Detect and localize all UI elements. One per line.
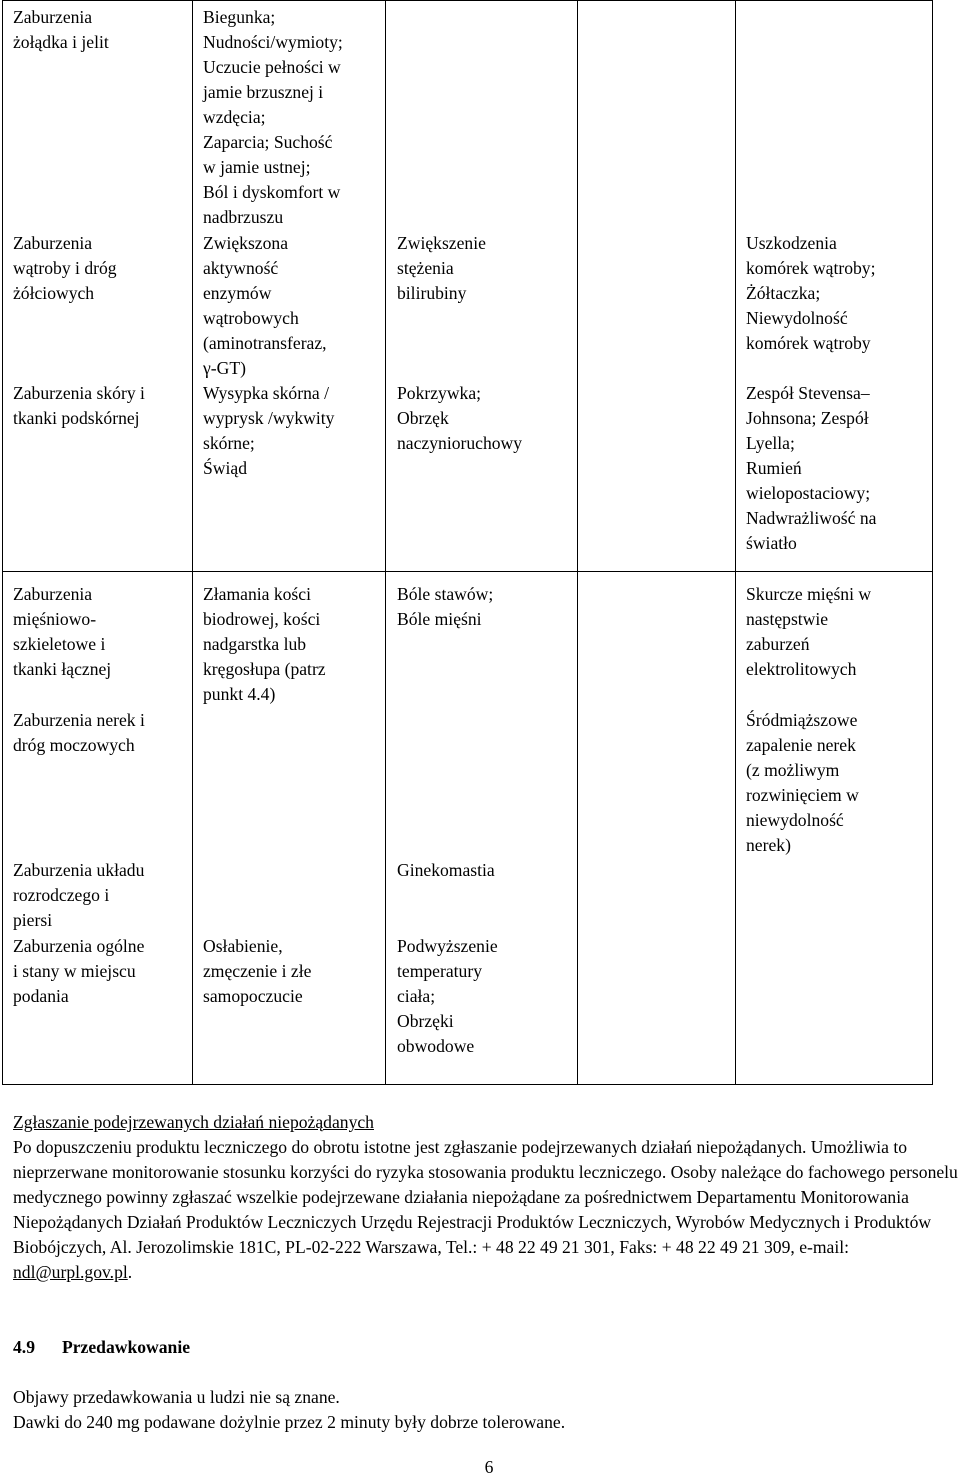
effect-cell: Zespół Stevensa– Johnsona; Zespół Lyella; Rumień wielopostaciowy; Nadwrażliwość na światło (746, 383, 877, 553)
effect-cell: Wysypka skórna / wyprysk /wykwity skórne; Świąd (203, 383, 335, 478)
effect-cell: Zwiększenie stężenia bilirubiny (397, 233, 486, 303)
organ-class-cell: Zaburzenia układu rozrodczego i piersi (13, 860, 145, 930)
reporting-heading: Zgłaszanie podejrzewanych działań niepożądanych (13, 1112, 374, 1132)
effect-cell: Bóle stawów; Bóle mięśni (397, 584, 494, 629)
effect-cell: Uszkodzenia komórek wątroby; Żółtaczka; Niewydolność komórek wątroby (746, 233, 876, 353)
organ-class-cell: Zaburzenia żołądka i jelit (13, 7, 109, 52)
reporting-section (13, 1110, 958, 1285)
table-border-right (932, 0, 933, 1085)
effect-cell: Podwyższenie temperatury ciała; Obrzęki obwodowe (397, 936, 498, 1056)
organ-class-cell: Zaburzenia ogólne i stany w miejscu podania (13, 936, 145, 1006)
overdose-line: Dawki do 240 mg podawane dożylnie przez 2 minuty były dobrze tolerowane. (13, 1412, 566, 1432)
page-number: 6 (484, 1457, 494, 1477)
effect-cell: Złamania kości biodrowej, kości nadgarstka lub kręgosłupa (patrz punkt 4.4) (203, 584, 326, 704)
reporting-paragraph (13, 1135, 958, 1285)
table-row-divider (2, 571, 933, 572)
effect-cell: Śródmiąższowe zapalenie nerek (z możliwym rozwinięciem w niewydolność nerek) (746, 710, 859, 855)
reporting-end: . (127, 1262, 133, 1282)
email-link[interactable]: ndl@urpl.gov.pl (13, 1262, 128, 1282)
table-column-divider (192, 0, 193, 1085)
section-number: 4.9 (13, 1337, 35, 1357)
effect-cell: Ginekomastia (397, 860, 495, 880)
organ-class-cell: Zaburzenia mięśniowo- szkieletowe i tkanki łącznej (13, 584, 112, 679)
section-title: Przedawkowanie (62, 1337, 191, 1357)
effect-cell: Zwiększona aktywność enzymów wątrobowych (aminotransferaz, γ-GT) (203, 233, 327, 378)
effect-cell: Pokrzywka; Obrzęk naczynioruchowy (397, 383, 523, 453)
table-column-divider (735, 0, 736, 1085)
reporting-body: Po dopuszczeniu produktu leczniczego do obrotu istotne jest zgłaszanie podejrzewanych działań niepożądanych. Umożliwia to nieprzerwane monitorowanie stosunku korzyści do ryzyka stosowania produktu leczniczego. Osoby należące do fachowego personelu medycznego powinny zgłaszać wszelkie podejrzewane działania niepożądane za pośrednictwem Departamentu Monitorowania Niepożądanych Działań Produktów Leczniczych Urzędu Rejestracji Produktów Leczniczych, Wyrobów Medycznych i Produktów Biobójczych, Al. Jerozolimskie 181C, PL-02-222 Warszawa, Tel.: + 48 22 49 21 301, Faks: + 48 22 49 21 309, e-mail: (13, 1137, 958, 1257)
effect-cell: Biegunka; Nudności/wymioty; Uczucie pełności w jamie brzusznej i wzdęcia; Zaparcia; Suchość w jamie ustnej; Ból i dyskomfort w nadbrzuszu (203, 7, 343, 227)
table-border-bottom (2, 1084, 933, 1085)
effect-cell: Osłabienie, zmęczenie i złe samopoczucie (203, 936, 312, 1006)
overdose-line: Objawy przedawkowania u ludzi nie są znane. (13, 1387, 340, 1407)
overdose-heading (13, 1335, 958, 1360)
overdose-body (13, 1385, 958, 1435)
table-column-divider (385, 0, 386, 1085)
organ-class-cell: Zaburzenia wątroby i dróg żółciowych (13, 233, 117, 303)
table-column-divider (577, 0, 578, 1085)
table-border-top (2, 0, 933, 1)
table-border-left (2, 0, 3, 1085)
effect-cell: Skurcze mięśni w następstwie zaburzeń elektrolitowych (746, 584, 872, 679)
organ-class-cell: Zaburzenia nerek i dróg moczowych (13, 710, 145, 755)
organ-class-cell: Zaburzenia skóry i tkanki podskórnej (13, 383, 145, 428)
